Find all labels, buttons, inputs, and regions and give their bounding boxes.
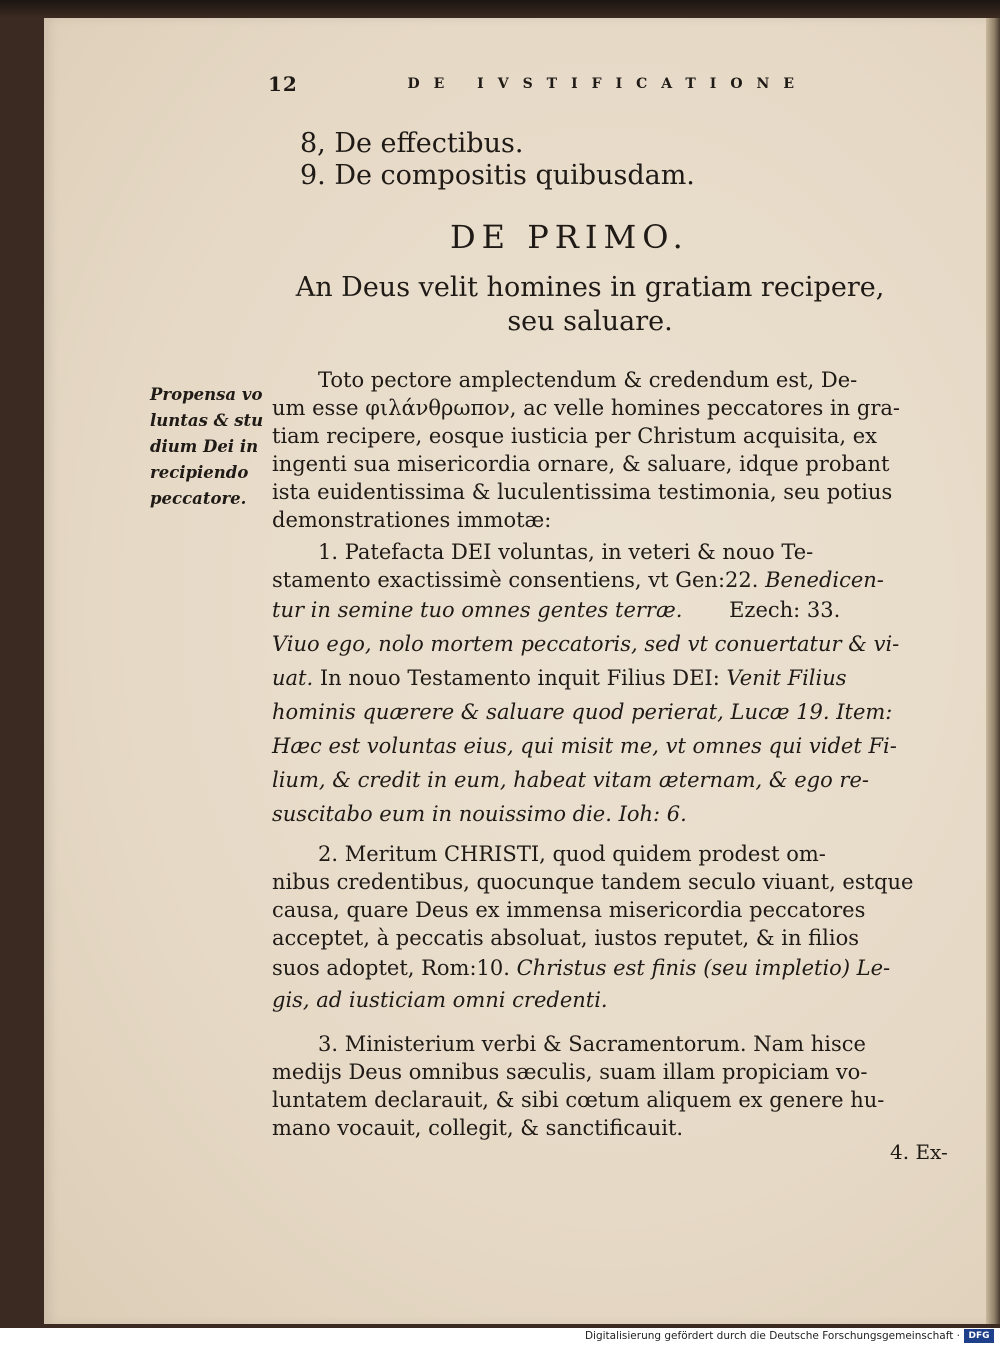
question-line-2: seu saluare. (507, 306, 673, 337)
scripture-quote: uat. (272, 666, 314, 690)
body-line: 2. Meritum CHRISTI, quod quidem prodest om- (318, 842, 826, 866)
margin-note-line: Propensa vo (150, 385, 263, 404)
margin-note-line: recipiendo (150, 463, 249, 482)
body-line: mano vocauit, collegit, & sanctificauit. (272, 1116, 684, 1140)
body-line: 1. Patefacta DEI voluntas, in veteri & nouo Te- (318, 540, 814, 564)
list-item-9: 9. De compositis quibusdam. (300, 160, 695, 191)
body-line: causa, quare Deus ex immensa misericordia peccatores (272, 898, 866, 922)
scripture-quote: tur in semine tuo omnes gentes terræ. (272, 598, 683, 622)
scripture-quote: Christus est finis (seu impletio) Le- (516, 956, 891, 980)
scripture-quote: lium, & credit in eum, habeat vitam æternam, & ego re- (272, 768, 869, 792)
body-line: tiam recipere, eosque iusticia per Christum acquisita, ex (272, 424, 877, 448)
footer-bar (0, 1328, 1000, 1346)
page-edge (986, 18, 1000, 1324)
page-number: 12 (268, 72, 298, 96)
funding-credit: Digitalisierung gefördert durch die Deutsche Forschungsgemeinschaft · (584, 1330, 960, 1342)
margin-note (150, 382, 270, 512)
body-line (272, 666, 912, 690)
section-heading: DE PRIMO. (450, 218, 689, 256)
scripture-quote: hominis quærere & saluare quod perierat, Lucæ 19. Item: (272, 700, 893, 724)
running-head (268, 72, 808, 96)
dfg-logo[interactable]: DFG (964, 1329, 994, 1343)
scripture-quote: gis, ad iusticiam omni credenti. (272, 988, 608, 1012)
body-line (272, 598, 912, 622)
body-line: acceptet, à peccatis absoluat, iustos reputet, & in filios (272, 926, 860, 950)
body-line: Toto pectore amplectendum & credendum est, De- (318, 368, 858, 392)
question-line-1: An Deus velit homines in gratiam recipere, (295, 272, 885, 303)
scripture-quote: Viuo ego, nolo mortem peccatoris, sed vt conuertatur & vi- (272, 632, 900, 656)
reference: Ezech: 33. (729, 598, 841, 622)
body-line: demonstrationes immotæ: (272, 508, 552, 532)
body-line (272, 956, 912, 980)
scripture-quote: suscitabo eum in nouissimo die. Ioh: 6. (272, 802, 687, 826)
scripture-quote: Benedicen- (765, 568, 884, 592)
body-line: um esse φιλάνθρωπον, ac velle homines peccatores in gra- (272, 396, 900, 420)
body-line: luntatem declarauit, & sibi cœtum aliquem ex genere hu- (272, 1088, 885, 1112)
scripture-quote: Hæc est voluntas eius, qui misit me, vt omnes qui videt Fi- (272, 734, 897, 758)
margin-note-line: peccatore. (150, 489, 247, 508)
body-line: ista euidentissima & luculentissima testimonia, seu potius (272, 480, 893, 504)
scripture-quote: Venit Filius (726, 666, 847, 690)
body-text: stamento exactissimè consentiens, vt Gen:22. (272, 568, 759, 592)
body-line (272, 568, 912, 592)
body-line: medijs Deus omnibus sæculis, suam illam propiciam vo- (272, 1060, 868, 1084)
body-line: ingenti sua misericordia ornare, & saluare, idque probant (272, 452, 890, 476)
catchword: 4. Ex- (890, 1140, 948, 1164)
body-line: 3. Ministerium verbi & Sacramentorum. Nam hisce (318, 1032, 866, 1056)
body-text: In nouo Testamento inquit Filius DEI: (319, 666, 720, 690)
running-title: DE IVSTIFICATIONE (407, 76, 808, 92)
margin-note-line: dium Dei in (150, 437, 259, 456)
body-line: nibus credentibus, quocunque tandem seculo viuant, estque (272, 870, 914, 894)
list-item-8: 8, De effectibus. (300, 128, 524, 159)
margin-note-line: luntas & stu (150, 411, 264, 430)
body-text: suos adoptet, Rom:10. (272, 956, 510, 980)
